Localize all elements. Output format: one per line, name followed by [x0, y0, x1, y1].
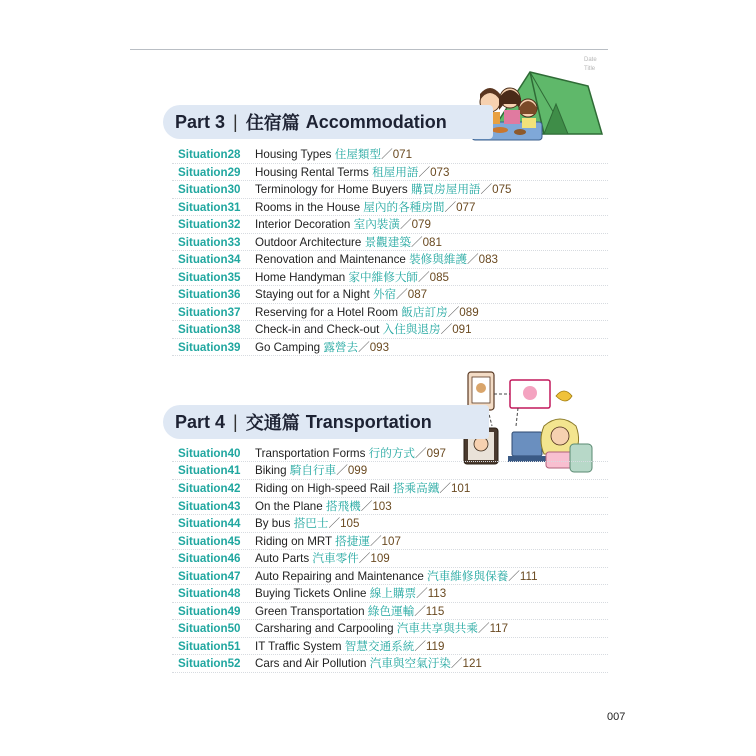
entry-page: 071 — [392, 148, 413, 161]
toc-row[interactable] — [178, 445, 608, 462]
part-4-label: Part 4 — [175, 411, 226, 432]
entry-page: 099 — [347, 464, 368, 477]
entry-page: 113 — [427, 587, 447, 600]
toc-row[interactable] — [178, 568, 608, 585]
toc-row[interactable] — [178, 655, 608, 672]
entry-en: Outdoor Architecture — [255, 235, 362, 249]
situation-number: Situation33 — [178, 235, 241, 249]
situation-number: Situation35 — [178, 270, 241, 284]
entry-en: Go Camping — [255, 340, 321, 354]
top-rule — [130, 49, 608, 50]
entry-text — [255, 181, 511, 198]
slash-separator: ／ — [410, 235, 423, 249]
slash-separator: ／ — [467, 253, 479, 266]
toc-row[interactable] — [178, 234, 608, 251]
situation-number: Situation45 — [178, 534, 241, 548]
slash-separator: ／ — [396, 288, 408, 301]
entry-page: 117 — [489, 622, 509, 635]
entry-en: Cars and Air Pollution — [255, 657, 367, 670]
toc-row[interactable] — [178, 585, 608, 602]
situation-number: Situation30 — [178, 183, 241, 196]
date-label: Date — [584, 57, 597, 63]
entry-page: 101 — [450, 482, 471, 495]
situation-number: Situation49 — [178, 604, 241, 618]
toc-row[interactable] — [178, 339, 608, 356]
slash-separator: ／ — [508, 569, 520, 583]
entry-en: Buying Tickets Online — [255, 587, 367, 600]
toc-row[interactable] — [178, 620, 608, 637]
situation-number: Situation32 — [178, 218, 241, 231]
slash-separator: ／ — [444, 200, 457, 214]
entry-zh: 裝修與維護 — [409, 253, 468, 266]
entry-en: Biking — [255, 464, 287, 477]
entry-en: Reserving for a Hotel Room — [255, 305, 399, 319]
situation-number: Situation29 — [178, 165, 241, 179]
situation-number: Situation31 — [178, 200, 241, 214]
entry-page: 103 — [372, 499, 392, 513]
slash-separator: ／ — [328, 517, 341, 530]
entry-text — [255, 480, 470, 497]
entry-text — [255, 164, 449, 181]
toc-row[interactable] — [178, 146, 608, 163]
entry-page: 097 — [426, 446, 446, 460]
toc-row[interactable] — [178, 533, 608, 550]
slash-separator: ／ — [418, 270, 430, 284]
situation-number: Situation37 — [178, 305, 241, 319]
situation-number: Situation51 — [178, 639, 241, 653]
slash-separator: ／ — [477, 622, 490, 635]
entry-text — [255, 638, 444, 655]
toc-row[interactable] — [178, 550, 608, 567]
entry-zh: 飯店訂房 — [401, 305, 448, 319]
entry-zh: 景觀建築 — [364, 235, 411, 249]
entry-text — [255, 339, 389, 356]
entry-page: 091 — [452, 323, 472, 336]
entry-en: Riding on MRT — [255, 534, 332, 548]
entry-zh: 租屋用語 — [372, 165, 419, 179]
situation-number: Situation34 — [178, 253, 241, 266]
entry-text — [255, 585, 446, 602]
entry-zh: 汽車零件 — [312, 552, 359, 565]
entry-page: 109 — [370, 552, 390, 565]
toc-row[interactable] — [178, 286, 608, 303]
part-4-title-en: Transportation — [305, 411, 432, 432]
slash-separator: ／ — [360, 499, 373, 513]
entry-en: Home Handyman — [255, 270, 346, 284]
entry-en: On the Plane — [255, 499, 323, 513]
entry-zh: 綠色運輸 — [367, 604, 415, 618]
entry-page: 087 — [407, 288, 428, 301]
toc-row[interactable] — [178, 269, 608, 286]
slash-separator: ／ — [416, 587, 428, 600]
entry-text — [255, 550, 390, 567]
entry-text — [255, 304, 479, 321]
toc-row[interactable] — [178, 515, 608, 532]
entry-zh: 搭巴士 — [293, 517, 329, 530]
part-3-banner — [163, 105, 493, 139]
page-number: 007 — [607, 711, 626, 723]
entry-zh: 搭乘高鐵 — [392, 482, 440, 495]
entry-zh: 汽車共享與共乘 — [396, 622, 478, 635]
slash-separator: ／ — [414, 639, 426, 653]
entry-text — [255, 498, 392, 515]
toc-row[interactable] — [178, 164, 608, 181]
slash-separator: ／ — [400, 218, 412, 231]
entry-page: 075 — [492, 183, 512, 196]
entry-zh: 智慧交通系統 — [344, 639, 415, 653]
entry-page: 079 — [411, 218, 431, 231]
slash-separator: ／ — [381, 148, 393, 161]
toc-row[interactable] — [178, 199, 608, 216]
entry-text — [255, 199, 475, 216]
entry-text — [255, 269, 449, 286]
entry-text — [255, 462, 367, 479]
entry-zh: 購買房屋用語 — [410, 183, 481, 196]
entry-zh: 線上購票 — [369, 587, 417, 600]
entry-page: 121 — [462, 657, 482, 670]
situation-number: Situation38 — [178, 323, 241, 336]
entry-zh: 屋內的各種房間 — [363, 200, 445, 214]
toc-row[interactable] — [178, 498, 608, 515]
situation-number: Situation52 — [178, 657, 241, 670]
slash-separator: ／ — [415, 446, 427, 460]
entry-text — [255, 216, 431, 233]
entry-page: 115 — [425, 604, 445, 618]
entry-zh: 行的方式 — [368, 446, 416, 460]
entry-en: Riding on High-speed Rail — [255, 482, 390, 495]
toc-row[interactable] — [178, 304, 608, 321]
entry-en: Auto Repairing and Maintenance — [255, 569, 424, 583]
entry-en: Check-in and Check-out — [255, 323, 380, 336]
entry-page: 105 — [340, 517, 360, 530]
entry-zh: 搭捷運 — [335, 534, 370, 548]
part-4-separator: | — [233, 411, 238, 432]
toc-row[interactable] — [178, 321, 608, 338]
entry-zh: 露營去 — [323, 340, 359, 354]
situation-number: Situation36 — [178, 288, 241, 301]
situation-number: Situation42 — [178, 482, 241, 495]
situation-number: Situation40 — [178, 446, 241, 460]
slash-separator: ／ — [450, 657, 463, 670]
slash-separator: ／ — [414, 604, 426, 618]
entry-zh: 住屋類型 — [334, 148, 382, 161]
entry-page: 093 — [369, 340, 390, 354]
situation-number: Situation39 — [178, 340, 241, 354]
title-label: Title — [584, 66, 596, 72]
part-4-banner — [163, 405, 489, 439]
entry-en: IT Traffic System — [255, 639, 342, 653]
entry-en: Housing Rental Terms — [255, 165, 369, 179]
entry-en: Housing Types — [255, 148, 332, 161]
entry-text — [255, 234, 442, 251]
entry-text — [255, 286, 427, 303]
slash-separator: ／ — [440, 323, 453, 336]
entry-page: 083 — [478, 253, 498, 266]
part-3-separator: | — [233, 111, 238, 132]
entry-zh: 外宿 — [372, 288, 397, 301]
slash-separator: ／ — [336, 464, 348, 477]
slash-separator: ／ — [369, 534, 382, 548]
entry-en: Carsharing and Carpooling — [255, 622, 394, 635]
entry-text — [255, 146, 412, 163]
entry-page: 119 — [425, 639, 445, 653]
entry-en: By bus — [255, 517, 291, 530]
slash-separator: ／ — [480, 183, 493, 196]
situation-number: Situation43 — [178, 499, 241, 513]
slash-separator: ／ — [418, 165, 431, 179]
situation-number: Situation28 — [178, 148, 241, 161]
entry-page: 073 — [430, 165, 450, 179]
entry-zh: 室內裝潢 — [353, 218, 400, 231]
part-3-title-zh: 住宿篇 — [245, 113, 300, 133]
toc-row[interactable] — [178, 462, 608, 479]
entry-zh: 騎自行車 — [289, 464, 337, 477]
entry-page: 107 — [381, 534, 401, 548]
toc-row[interactable] — [178, 480, 608, 497]
entry-text — [255, 251, 498, 268]
entry-text — [255, 445, 446, 462]
situation-number: Situation46 — [178, 552, 241, 565]
entry-text — [255, 620, 508, 637]
entry-en: Rooms in the House — [255, 200, 361, 214]
entry-en: Renovation and Maintenance — [255, 253, 406, 266]
entry-page: 085 — [429, 270, 449, 284]
entry-en: Terminology for Home Buyers — [255, 183, 408, 196]
part-3-title-en: Accommodation — [305, 111, 447, 132]
entry-text — [255, 655, 482, 672]
toc-row[interactable] — [178, 603, 608, 620]
part-3-label: Part 3 — [175, 111, 226, 132]
entry-en: Transportation Forms — [255, 446, 366, 460]
situation-number: Situation47 — [178, 569, 241, 583]
slash-separator: ／ — [358, 340, 370, 354]
toc-row[interactable] — [178, 216, 608, 233]
entry-text — [255, 533, 401, 550]
situation-number: Situation44 — [178, 517, 241, 530]
entry-page: 077 — [456, 200, 476, 214]
entry-en: Auto Parts — [255, 552, 310, 565]
entry-text — [255, 568, 538, 585]
entry-zh: 入住與退房 — [382, 323, 441, 336]
entry-page: 089 — [459, 305, 479, 319]
toc-row[interactable] — [178, 181, 608, 198]
entry-text — [255, 515, 359, 532]
situation-number: Situation50 — [178, 622, 241, 635]
entry-text — [255, 321, 472, 338]
entry-zh: 搭飛機 — [325, 499, 361, 513]
situation-number: Situation41 — [178, 464, 241, 477]
entry-en: Green Transportation — [255, 604, 365, 618]
entry-en: Interior Decoration — [255, 218, 351, 231]
toc-row[interactable] — [178, 638, 608, 655]
slash-separator: ／ — [447, 305, 460, 319]
situation-number: Situation48 — [178, 587, 241, 600]
entry-en: Staying out for a Night — [255, 288, 370, 301]
entry-zh: 汽車與空氣汙染 — [369, 657, 451, 670]
slash-separator: ／ — [439, 482, 451, 495]
entry-page: 081 — [422, 235, 442, 249]
toc-row[interactable] — [178, 251, 608, 268]
entry-text — [255, 603, 444, 620]
slash-separator: ／ — [358, 552, 371, 565]
entry-zh: 汽車維修與保養 — [427, 569, 509, 583]
entry-zh: 家中維修大師 — [348, 270, 419, 284]
entry-page: 111 — [519, 569, 538, 583]
part-4-title-zh: 交通篇 — [245, 413, 300, 433]
